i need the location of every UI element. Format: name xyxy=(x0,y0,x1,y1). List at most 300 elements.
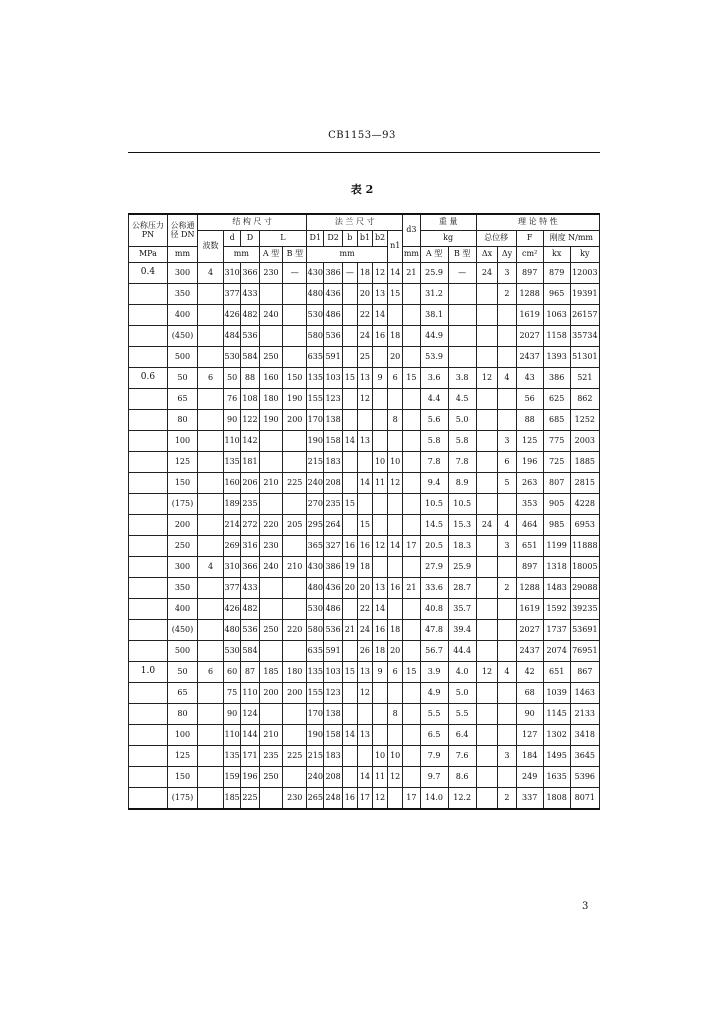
cell-LB: — xyxy=(283,263,307,284)
cell-wB: 5.0 xyxy=(448,683,476,704)
cell-ky: 521 xyxy=(570,368,599,389)
cell-LA xyxy=(259,452,283,473)
cell-n1: 16 xyxy=(388,578,403,599)
cell-b: 16 xyxy=(342,536,357,557)
cell-D1: 365 xyxy=(307,536,324,557)
cell-F: 2437 xyxy=(516,347,543,368)
col-typeB-header: B 型 xyxy=(283,247,307,263)
cell-b xyxy=(342,452,357,473)
cell-F: 249 xyxy=(516,767,543,788)
cell-ky: 35734 xyxy=(570,326,599,347)
cell-LB xyxy=(283,347,307,368)
table-row xyxy=(129,389,600,410)
cell-D1: 530 xyxy=(307,599,324,620)
cell-dx xyxy=(476,494,498,515)
cell-D: 124 xyxy=(241,704,259,725)
cell-ky: 1463 xyxy=(570,683,599,704)
cell-dx xyxy=(476,641,498,662)
cell-n1: 10 xyxy=(388,452,403,473)
cell-pn xyxy=(129,410,168,431)
cell-LB xyxy=(283,431,307,452)
cell-LB: 210 xyxy=(283,557,307,578)
cell-b2 xyxy=(373,494,388,515)
cell-D1: 635 xyxy=(307,641,324,662)
cell-n1: 20 xyxy=(388,641,403,662)
table-row xyxy=(129,746,600,767)
cell-b: 20 xyxy=(342,578,357,599)
cell-kx: 1495 xyxy=(543,746,570,767)
cell-D2: 536 xyxy=(324,620,342,641)
cell-F: 263 xyxy=(516,473,543,494)
cell-b: 19 xyxy=(342,557,357,578)
group-struct-header: 结 构 尺 寸 xyxy=(198,214,307,231)
cell-dx xyxy=(476,431,498,452)
cell-b1: 24 xyxy=(357,326,372,347)
cell-n xyxy=(198,620,224,641)
cell-D1: 215 xyxy=(307,746,324,767)
cell-b2: 12 xyxy=(373,536,388,557)
cell-d3 xyxy=(403,725,420,746)
cell-D1: 215 xyxy=(307,452,324,473)
cell-D: 482 xyxy=(241,305,259,326)
cell-b2: 14 xyxy=(373,599,388,620)
cell-ky: 862 xyxy=(570,389,599,410)
cell-b1: 12 xyxy=(357,389,372,410)
cell-D: 433 xyxy=(241,284,259,305)
cell-LA xyxy=(259,788,283,810)
cell-D2: 436 xyxy=(324,578,342,599)
cell-b1: 16 xyxy=(357,536,372,557)
cell-D2: 235 xyxy=(324,494,342,515)
cell-b1 xyxy=(357,494,372,515)
cell-b1: 18 xyxy=(357,557,372,578)
cell-D: 235 xyxy=(241,494,259,515)
cell-dn: 300 xyxy=(167,557,197,578)
cell-ky: 6953 xyxy=(570,515,599,536)
cell-LA: 185 xyxy=(259,662,283,683)
cell-wB xyxy=(448,326,476,347)
cell-wB: 18.3 xyxy=(448,536,476,557)
cell-b: — xyxy=(342,263,357,284)
cell-pn xyxy=(129,641,168,662)
cell-kx: 1302 xyxy=(543,725,570,746)
cell-d3 xyxy=(403,410,420,431)
cell-n1: 15 xyxy=(388,284,403,305)
cell-F: 464 xyxy=(516,515,543,536)
cell-wA: 4.9 xyxy=(420,683,448,704)
cell-wB: 15.3 xyxy=(448,515,476,536)
cell-b1 xyxy=(357,746,372,767)
cell-ky: 2003 xyxy=(570,431,599,452)
cell-d: 269 xyxy=(224,536,241,557)
cell-kx: 1592 xyxy=(543,599,570,620)
cell-dy xyxy=(498,725,516,746)
cell-ky: 867 xyxy=(570,662,599,683)
cell-d3 xyxy=(403,704,420,725)
cell-LA: 160 xyxy=(259,368,283,389)
cell-D1: 170 xyxy=(307,410,324,431)
col-d3-header: d3 xyxy=(403,214,420,247)
cell-b1: 18 xyxy=(357,263,372,284)
cell-wB: 8.9 xyxy=(448,473,476,494)
cell-b2: 16 xyxy=(373,620,388,641)
cell-d: 135 xyxy=(224,746,241,767)
cell-dn: (450) xyxy=(167,620,197,641)
cell-n xyxy=(198,410,224,431)
cell-d: 90 xyxy=(224,410,241,431)
cell-b2: 9 xyxy=(373,368,388,389)
cell-wA: 47.8 xyxy=(420,620,448,641)
cell-dx xyxy=(476,788,498,810)
cell-LB xyxy=(283,494,307,515)
cell-d: 90 xyxy=(224,704,241,725)
cell-n1 xyxy=(388,515,403,536)
cell-n xyxy=(198,473,224,494)
cell-n1 xyxy=(388,389,403,410)
cell-ky: 3418 xyxy=(570,725,599,746)
cell-dy xyxy=(498,347,516,368)
cell-wB: 28.7 xyxy=(448,578,476,599)
cell-D: 122 xyxy=(241,410,259,431)
cell-kx: 1158 xyxy=(543,326,570,347)
cell-d: 480 xyxy=(224,620,241,641)
table-row xyxy=(129,452,600,473)
table-row xyxy=(129,494,600,515)
cell-LA: 190 xyxy=(259,410,283,431)
cell-ky: 1252 xyxy=(570,410,599,431)
cell-wB: 7.8 xyxy=(448,452,476,473)
cell-wA: 38.1 xyxy=(420,305,448,326)
cell-b1: 24 xyxy=(357,620,372,641)
cell-pn: 1.0 xyxy=(129,662,168,683)
cell-kx: 1808 xyxy=(543,788,570,810)
cell-ky: 76951 xyxy=(570,641,599,662)
cell-b xyxy=(342,515,357,536)
col-b2-header: b2 xyxy=(373,231,388,247)
cell-n1: 18 xyxy=(388,326,403,347)
cell-D2: 486 xyxy=(324,305,342,326)
cell-n xyxy=(198,284,224,305)
cell-D2: 264 xyxy=(324,515,342,536)
cell-wA: 7.9 xyxy=(420,746,448,767)
cell-D1: 580 xyxy=(307,620,324,641)
cell-dy xyxy=(498,557,516,578)
cell-b1: 15 xyxy=(357,515,372,536)
cell-F: 2437 xyxy=(516,641,543,662)
cell-dn: 80 xyxy=(167,704,197,725)
cell-F: 353 xyxy=(516,494,543,515)
cell-wA: 40.8 xyxy=(420,599,448,620)
cell-dy xyxy=(498,305,516,326)
col-flange-unit: mm xyxy=(307,247,388,263)
cell-dx xyxy=(476,599,498,620)
cell-kx: 1063 xyxy=(543,305,570,326)
col-D1-header: D1 xyxy=(307,231,324,247)
cell-wA: 25.9 xyxy=(420,263,448,284)
cell-LA: 240 xyxy=(259,305,283,326)
cell-LA: 250 xyxy=(259,347,283,368)
cell-D1: 430 xyxy=(307,263,324,284)
page-number: 3 xyxy=(582,901,589,912)
cell-D2: 436 xyxy=(324,284,342,305)
cell-ky: 11888 xyxy=(570,536,599,557)
cell-D: 206 xyxy=(241,473,259,494)
cell-d: 110 xyxy=(224,431,241,452)
cell-b: 14 xyxy=(342,725,357,746)
cell-n1 xyxy=(388,725,403,746)
cell-F: 127 xyxy=(516,725,543,746)
cell-D2: 183 xyxy=(324,746,342,767)
cell-ky: 8071 xyxy=(570,788,599,810)
col-b-header: b xyxy=(342,231,357,247)
cell-wA: 44.9 xyxy=(420,326,448,347)
cell-D1: 265 xyxy=(307,788,324,810)
cell-b1 xyxy=(357,452,372,473)
cell-D: 144 xyxy=(241,725,259,746)
cell-b xyxy=(342,389,357,410)
table-row xyxy=(129,263,600,284)
cell-LB xyxy=(283,305,307,326)
cell-wA: 10.5 xyxy=(420,494,448,515)
cell-LA: 220 xyxy=(259,515,283,536)
cell-b2: 13 xyxy=(373,284,388,305)
cell-dx xyxy=(476,536,498,557)
cell-dx: 12 xyxy=(476,662,498,683)
cell-kx: 1318 xyxy=(543,557,570,578)
cell-D1: 430 xyxy=(307,557,324,578)
cell-b xyxy=(342,284,357,305)
cell-wB: 35.7 xyxy=(448,599,476,620)
cell-d: 530 xyxy=(224,347,241,368)
table-row xyxy=(129,620,600,641)
cell-wA: 7.8 xyxy=(420,452,448,473)
cell-D1: 530 xyxy=(307,305,324,326)
col-pressure-header: 公称压力 PN xyxy=(129,214,168,247)
cell-b xyxy=(342,641,357,662)
cell-LB xyxy=(283,452,307,473)
cell-kx: 1393 xyxy=(543,347,570,368)
cell-kx: 807 xyxy=(543,473,570,494)
cell-LA: 180 xyxy=(259,389,283,410)
cell-F: 56 xyxy=(516,389,543,410)
cell-F: 337 xyxy=(516,788,543,810)
cell-dn: 125 xyxy=(167,746,197,767)
cell-wB: 5.8 xyxy=(448,431,476,452)
cell-d3 xyxy=(403,347,420,368)
cell-b2: 13 xyxy=(373,578,388,599)
cell-D1: 480 xyxy=(307,284,324,305)
cell-F: 125 xyxy=(516,431,543,452)
cell-d3 xyxy=(403,389,420,410)
cell-pn xyxy=(129,746,168,767)
cell-wA: 9.7 xyxy=(420,767,448,788)
table-row xyxy=(129,662,600,683)
cell-n1 xyxy=(388,788,403,810)
cell-dx xyxy=(476,284,498,305)
cell-n1: 6 xyxy=(388,368,403,389)
cell-dy xyxy=(498,767,516,788)
cell-d3 xyxy=(403,641,420,662)
cell-dn: 200 xyxy=(167,515,197,536)
cell-b1: 13 xyxy=(357,725,372,746)
cell-dn: 65 xyxy=(167,389,197,410)
cell-d: 110 xyxy=(224,725,241,746)
cell-dx xyxy=(476,746,498,767)
cell-D1: 190 xyxy=(307,431,324,452)
cell-dx xyxy=(476,557,498,578)
cell-pn: 0.4 xyxy=(129,263,168,284)
cell-LB xyxy=(283,767,307,788)
cell-dn: 50 xyxy=(167,368,197,389)
cell-ky: 18005 xyxy=(570,557,599,578)
table-row xyxy=(129,767,600,788)
cell-LB xyxy=(283,641,307,662)
cell-LB xyxy=(283,725,307,746)
cell-d: 377 xyxy=(224,578,241,599)
cell-b: 21 xyxy=(342,620,357,641)
cell-dn: 300 xyxy=(167,263,197,284)
col-F-header: F xyxy=(516,231,543,247)
table-row xyxy=(129,599,600,620)
cell-LA: 210 xyxy=(259,725,283,746)
cell-n xyxy=(198,767,224,788)
cell-d: 75 xyxy=(224,683,241,704)
cell-dn: 150 xyxy=(167,473,197,494)
cell-n1: 20 xyxy=(388,347,403,368)
cell-dy xyxy=(498,494,516,515)
table-row xyxy=(129,536,600,557)
cell-b xyxy=(342,683,357,704)
cell-d3 xyxy=(403,305,420,326)
cell-wB xyxy=(448,284,476,305)
cell-d: 377 xyxy=(224,284,241,305)
cell-F: 184 xyxy=(516,746,543,767)
cell-D2: 183 xyxy=(324,452,342,473)
cell-wA: 6.5 xyxy=(420,725,448,746)
cell-LA: 240 xyxy=(259,557,283,578)
cell-d3 xyxy=(403,683,420,704)
cell-wB: — xyxy=(448,263,476,284)
col-d-header: d xyxy=(224,231,241,247)
cell-dn: 250 xyxy=(167,536,197,557)
cell-F: 88 xyxy=(516,410,543,431)
cell-n xyxy=(198,452,224,473)
cell-LB: 225 xyxy=(283,746,307,767)
cell-D2: 591 xyxy=(324,641,342,662)
cell-b2 xyxy=(373,410,388,431)
cell-ky: 3645 xyxy=(570,746,599,767)
table-row xyxy=(129,305,600,326)
cell-b2: 11 xyxy=(373,767,388,788)
cell-b xyxy=(342,326,357,347)
table-row xyxy=(129,473,600,494)
cell-ky: 2133 xyxy=(570,704,599,725)
cell-pn: 0.6 xyxy=(129,368,168,389)
cell-D: 584 xyxy=(241,347,259,368)
table-row xyxy=(129,683,600,704)
cell-wB: 44.4 xyxy=(448,641,476,662)
cell-dy: 5 xyxy=(498,473,516,494)
cell-dn: 500 xyxy=(167,347,197,368)
cell-b1: 22 xyxy=(357,599,372,620)
cell-kx: 985 xyxy=(543,515,570,536)
cell-b2: 10 xyxy=(373,452,388,473)
cell-dx xyxy=(476,305,498,326)
cell-wA: 31.2 xyxy=(420,284,448,305)
cell-D2: 138 xyxy=(324,704,342,725)
cell-b2: 11 xyxy=(373,473,388,494)
cell-b2 xyxy=(373,557,388,578)
cell-D1: 635 xyxy=(307,347,324,368)
cell-wB: 6.4 xyxy=(448,725,476,746)
cell-b xyxy=(342,410,357,431)
cell-ky: 19391 xyxy=(570,284,599,305)
cell-b2: 14 xyxy=(373,305,388,326)
cell-D2: 327 xyxy=(324,536,342,557)
cell-pn xyxy=(129,326,168,347)
cell-D2: 138 xyxy=(324,410,342,431)
cell-d: 50 xyxy=(224,368,241,389)
cell-ky: 5396 xyxy=(570,767,599,788)
cell-dy: 3 xyxy=(498,536,516,557)
cell-F: 1619 xyxy=(516,305,543,326)
cell-n xyxy=(198,725,224,746)
cell-b1: 20 xyxy=(357,284,372,305)
cell-dy xyxy=(498,389,516,410)
cell-LA xyxy=(259,494,283,515)
cell-D1: 135 xyxy=(307,368,324,389)
cell-dx: 24 xyxy=(476,515,498,536)
cell-F: 1288 xyxy=(516,284,543,305)
cell-D2: 158 xyxy=(324,725,342,746)
cell-D2: 103 xyxy=(324,662,342,683)
col-dy-header: Δy xyxy=(498,247,516,263)
cell-pn xyxy=(129,767,168,788)
cell-pn xyxy=(129,494,168,515)
cell-pn xyxy=(129,536,168,557)
cell-D1: 240 xyxy=(307,473,324,494)
cell-n xyxy=(198,641,224,662)
cell-d: 185 xyxy=(224,788,241,810)
cell-d3: 21 xyxy=(403,263,420,284)
cell-d: 310 xyxy=(224,263,241,284)
cell-n1 xyxy=(388,683,403,704)
cell-dn: 125 xyxy=(167,452,197,473)
cell-b xyxy=(342,746,357,767)
cell-F: 2027 xyxy=(516,620,543,641)
cell-n xyxy=(198,746,224,767)
header-rule xyxy=(128,152,600,153)
cell-F: 897 xyxy=(516,557,543,578)
cell-LB xyxy=(283,599,307,620)
cell-LA: 230 xyxy=(259,263,283,284)
cell-pn xyxy=(129,431,168,452)
cell-d: 135 xyxy=(224,452,241,473)
table-caption: 表 2 xyxy=(350,183,374,196)
cell-pn xyxy=(129,620,168,641)
col-wB-header: B 型 xyxy=(448,247,476,263)
cell-b2: 18 xyxy=(373,641,388,662)
cell-kx: 775 xyxy=(543,431,570,452)
cell-D: 87 xyxy=(241,662,259,683)
cell-D1: 270 xyxy=(307,494,324,515)
cell-D: 536 xyxy=(241,326,259,347)
cell-pn xyxy=(129,452,168,473)
cell-b xyxy=(342,599,357,620)
cell-D1: 190 xyxy=(307,725,324,746)
cell-n1: 8 xyxy=(388,410,403,431)
cell-D: 171 xyxy=(241,746,259,767)
